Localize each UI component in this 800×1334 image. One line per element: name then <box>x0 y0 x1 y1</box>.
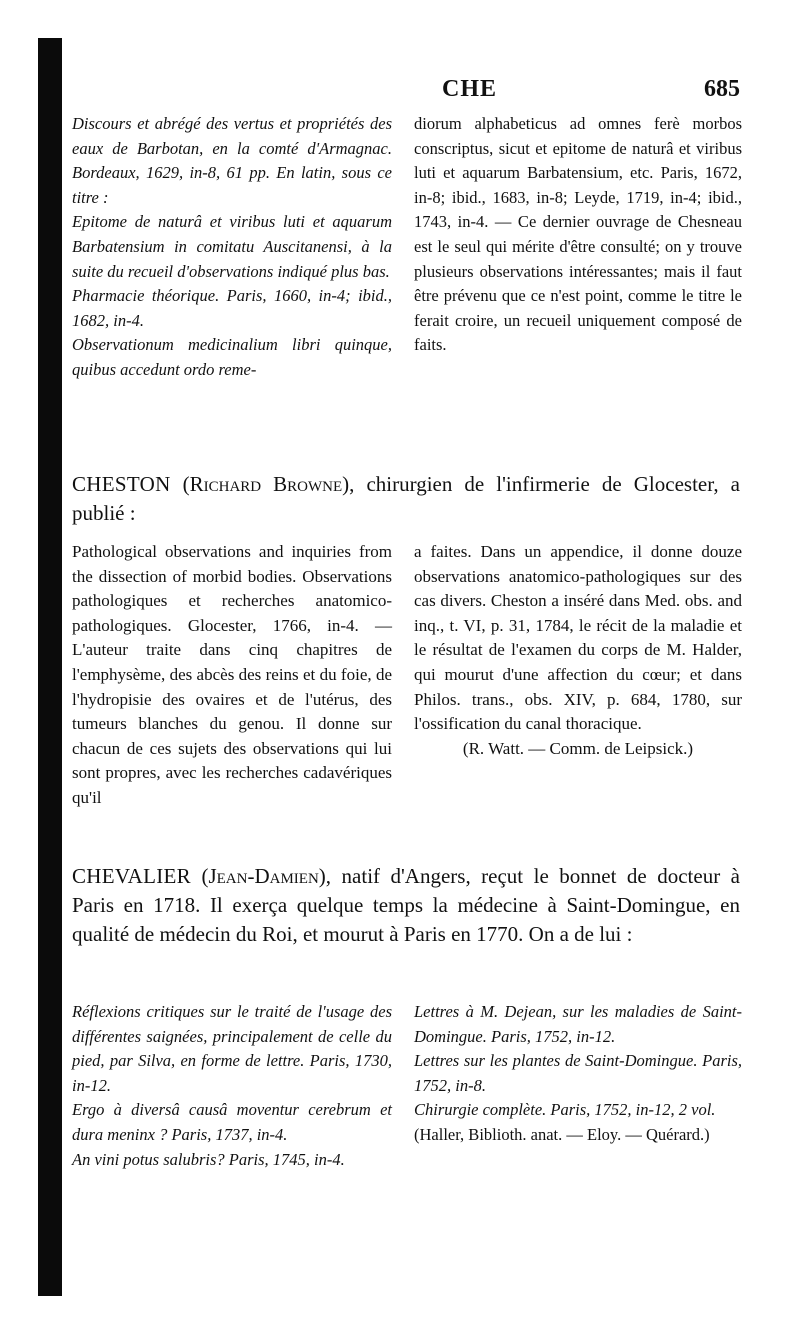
headword: CHE <box>442 76 498 102</box>
source-citation: (Haller, Biblioth. anat. — Eloy. — Quérard.) <box>414 1124 710 1144</box>
chevalier-right-column <box>414 1000 742 1250</box>
bibliography-item: Réflexions critiques sur le traité de l'usage des différentes saignées, principalement de celle du pied, par Silva, en forme de lettre. Paris, 1730, in-12. <box>72 1002 392 1095</box>
cheston-left-column <box>72 540 392 835</box>
bibliography-item: Pharmacie théorique. Paris, 1660, in-4; ibid., 1682, in-4. <box>72 286 392 330</box>
entry-description: , chirurgien de l'infirmerie de Glocester, a publié : <box>72 472 740 525</box>
entry-description: , natif d'Angers, reçut le bonnet de docteur à Paris en 1718. Il exerça quelque temps la médecine à Saint-Domingue, en qualité de médecin du Roi, et mourut à Paris en 1770. On a de lui : <box>72 864 740 946</box>
bibliography-item: Chirurgie complète. Paris, 1752, in-12, 2 vol. <box>414 1100 716 1120</box>
bibliography-item: Epitome de naturâ et viribus luti et aquarum Barbatensium in comitatu Auscitanensi, à la suite du recueil d'observations indiqué plus bas. <box>72 212 392 281</box>
bibliography-item: Lettres sur les plantes de Saint-Domingue. Paris, 1752, in-8. <box>414 1051 742 1095</box>
entry-forename: Richard Browne <box>189 472 343 496</box>
bibliography-item: Ergo à diversâ causâ moventur cerebrum et dura meninx ? Paris, 1737, in-4. <box>72 1100 392 1144</box>
entry-heading-chevalier: CHEVALIER (Jean-Damien), natif d'Angers, reçut le bonnet de docteur à Paris en 1718. Il exerça quelque temps la médecine à Saint-Domingue, en qualité de médecin du Roi, et mourut à Paris en 1770. On a de lui : <box>72 864 740 946</box>
entry-heading-cheston: CHESTON (Richard Browne), chirurgien de l'infirmerie de Glocester, a publié : <box>72 472 740 525</box>
entry-name: CHEVALIER <box>72 864 191 888</box>
source-citation: (R. Watt. — Comm. de Leipsick.) <box>462 738 694 758</box>
entry-name: CHESTON <box>72 472 171 496</box>
entry-forename: Jean-Damien <box>208 864 319 888</box>
cheston-right-column <box>414 540 742 835</box>
block1-left-column <box>72 112 392 448</box>
bibliography-item: Lettres à M. Dejean, sur les maladies de Saint-Domingue. Paris, 1752, in-12. <box>414 1002 742 1046</box>
block1-right-column <box>414 112 742 448</box>
bibliography-item: An vini potus salubris? Paris, 1745, in-4. <box>72 1149 345 1169</box>
chevalier-left-column <box>72 1000 392 1250</box>
page-number: 685 <box>704 76 740 102</box>
bibliography-item: Observationum medicinalium libri quinque, quibus accedunt ordo reme- <box>72 335 392 379</box>
entry-text: a faites. Dans un appendice, il donne douze observations anatomico-pathologiques sur des cas divers. Cheston a inséré dans Med. obs. and inq., t. VI, p. 31, 1784, le récit de la maladie et le résultat de l'examen du corps de M. Halder, qui mourut d'une affection du cœur; et dans Philos. trans., obs. XIV, p. 684, 1780, sur l'ossification du canal thoracique. <box>414 542 742 734</box>
running-head <box>70 76 750 108</box>
bibliography-item: diorum alphabeticus ad omnes ferè morbos conscriptus, sicut et epitome de naturâ et viribus luti et aquarum Barbatensium, etc. Paris, 1672, in-8; ibid., 1683, in-8; Leyde, 1719, in-4; ibid., 1743, in-4. — Ce dernier ouvrage de Chesneau est le seul qui mérite d'être consulté; on y trouve plusieurs observations intéressantes; mais il faut être prévenu que ce n'est point, comme le titre le ferait croire, un recueil uniquement composé de faits. <box>414 114 742 355</box>
entry-text: Pathological observations and inquiries from the dissection of morbid bodies. Observations pathologiques et recherches anatomico-pathologiques. Glocester, 1766, in-4. — L'auteur traite dans cinq chapitres de l'emphysème, des abcès des reins et du foie, de l'hydropisie des ovaires et de l'utérus, des tumeurs blanches du genou. Il donne sur chacun de ces sujets des observations qui lui sont propres, avec les recherches cadavériques qu'il <box>72 542 392 807</box>
page-binding-edge <box>38 38 62 1296</box>
bibliography-item: Discours et abrégé des vertus et propriétés des eaux de Barbotan, en la comté d'Armagnac. Bordeaux, 1629, in-8, 61 pp. En latin, sous ce titre : <box>72 114 392 207</box>
